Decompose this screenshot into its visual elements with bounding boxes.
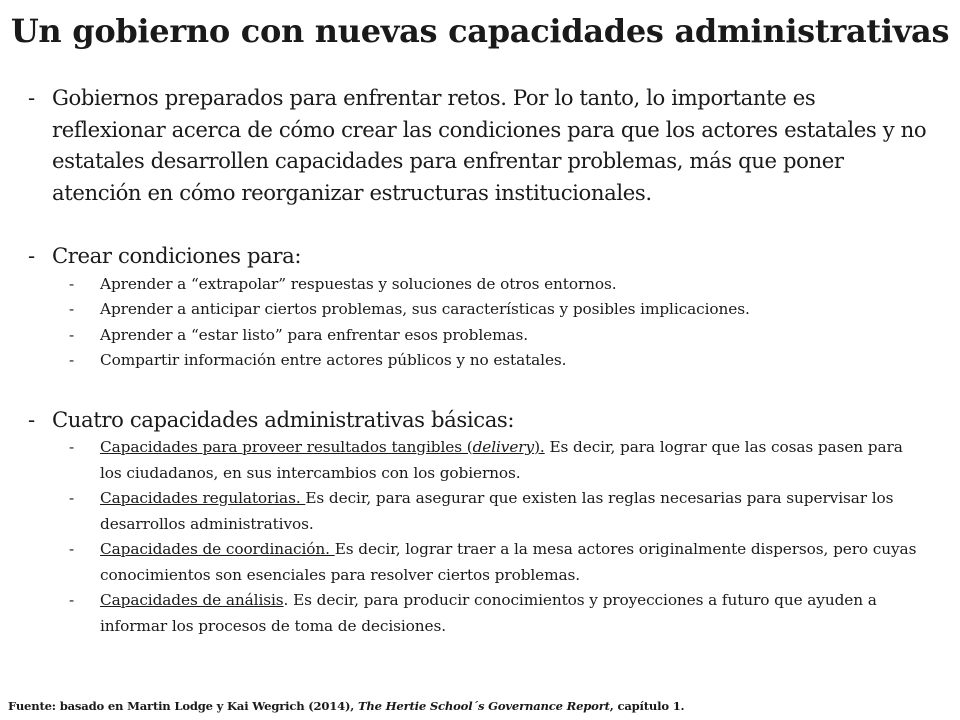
- sub-bullet-text: Aprender a “estar listo” para enfrentar esos problemas.: [100, 325, 529, 344]
- capacity-name: Capacidades regulatorias.: [100, 489, 306, 507]
- bullet-dash: -: [28, 243, 35, 268]
- sub-bullet-text: Aprender a “extrapolar” respuestas y soluciones de otros entornos.: [100, 274, 617, 293]
- capacity-description: Es decir, para asegurar que existen las reglas necesarias para supervisar los desarrollos administrativos.: [100, 489, 894, 533]
- sub-bullet-dash: -: [69, 540, 75, 558]
- bullet-heading: Cuatro capacidades administrativas básicas:: [52, 406, 515, 432]
- bullet-four-capacities: [28, 404, 928, 436]
- sub-bullet-dash: -: [69, 274, 75, 293]
- capacity-name: Capacidades de coordinación.: [100, 540, 335, 558]
- capacity-description: . Es decir, para producir conocimientos y proyecciones a futuro que ayuden a informar los procesos de toma de decisiones.: [100, 591, 877, 635]
- capacity-name: [100, 438, 545, 456]
- capacity-analysis: [69, 588, 928, 639]
- sub-bullet-dash: -: [69, 325, 75, 344]
- capacity-name: Capacidades de análisis: [100, 591, 284, 609]
- slide-content: [28, 82, 928, 639]
- footnote-prefix: Fuente: basado en Martin Lodge y Kai Wegrich (2014),: [8, 699, 358, 713]
- sub-bullet-text: Aprender a anticipar ciertos problemas, sus características y posibles implicaciones.: [100, 300, 750, 318]
- sub-bullet-text: [100, 435, 928, 486]
- capacity-name-italic: delivery: [472, 438, 535, 456]
- bullet-heading: Crear condiciones para:: [52, 243, 302, 268]
- footnote-report-title: The Hertie School´s Governance Report: [357, 699, 610, 713]
- capacity-description: Es decir, para lograr que las cosas pasen para los ciudadanos, en sus intercambios con los gobiernos.: [100, 438, 903, 482]
- capacity-name-part: Capacidades para proveer resultados tangibles (: [100, 438, 473, 456]
- sub-bullet-text: Compartir información entre actores públicos y no estatales.: [100, 351, 567, 369]
- sub-bullet-text: [100, 588, 928, 639]
- sub-bullet-text: [100, 537, 928, 588]
- bullet-dash: -: [28, 406, 35, 432]
- sub-bullet-dash: -: [69, 591, 75, 609]
- bullet-dash: -: [28, 85, 35, 110]
- bullet-text: Gobiernos preparados para enfrentar retos. Por lo tanto, lo importante es reflexionar acerca de cómo crear las condiciones para que los actores estatales y no estatales desarrollen capacidades para enfrentar problemas, más que poner atención en cómo reorganizar estructuras institucionales.: [52, 85, 927, 205]
- source-footnote: [8, 699, 684, 713]
- sub-bullet-dash: -: [69, 300, 75, 318]
- capacity-name-part: ).: [534, 438, 545, 456]
- slide-title: Un gobierno con nuevas capacidades administrativas: [10, 12, 950, 50]
- sub-bullet: [69, 323, 928, 349]
- sub-bullet: [69, 348, 928, 374]
- bullet-governments-prepared: [28, 82, 928, 208]
- sub-bullet-dash: -: [69, 489, 75, 507]
- capacity-delivery: [69, 435, 928, 486]
- capacity-coordination: [69, 537, 928, 588]
- sub-bullet-text: [100, 486, 928, 537]
- capacity-regulatory: [69, 486, 928, 537]
- footnote-suffix: , capítulo 1.: [609, 699, 685, 713]
- capacity-description: Es decir, lograr traer a la mesa actores originalmente dispersos, pero cuyas conocimientos son esenciales para resolver ciertos problemas.: [100, 540, 917, 584]
- sub-bullet-dash: -: [69, 438, 75, 456]
- sub-bullet: [69, 272, 928, 298]
- bullet-create-conditions: [28, 240, 928, 272]
- sub-bullet: [69, 297, 928, 323]
- sub-bullet-dash: -: [69, 351, 75, 369]
